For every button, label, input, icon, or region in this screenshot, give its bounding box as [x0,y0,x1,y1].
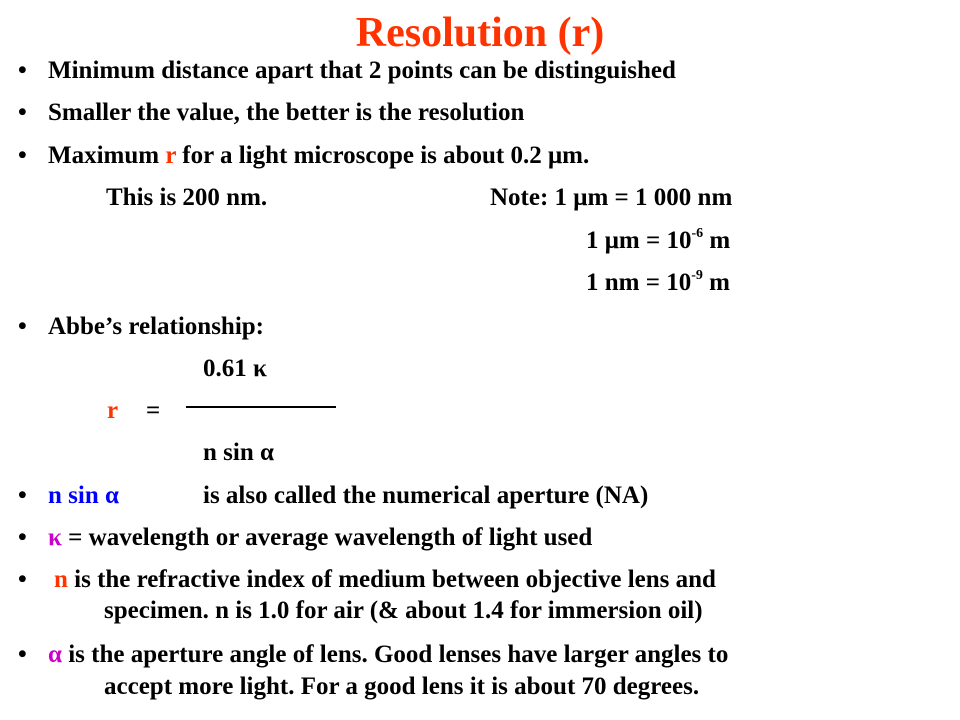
exponent: -9 [691,267,703,283]
text: m [702,269,730,296]
bullet-dot: • [18,482,27,509]
alpha-symbol: α [48,641,62,668]
formula-r: r [107,397,119,424]
bullet-dot: • [18,142,27,169]
text: for a light microscope is about 0.2 μm. [176,142,590,169]
text: = wavelength or average wavelength of light used [61,524,593,551]
line-aperture-angle-cont: accept more light. For a good lens it is about 70 degrees. [104,673,700,700]
r-highlight: r [165,142,177,169]
line-um-exp [586,226,730,256]
bullet-dot: • [18,641,27,668]
bullet-dot: • [18,57,27,84]
formula-equals: = [146,397,161,424]
text: Maximum [48,142,166,169]
bullet-dot: • [18,566,27,593]
bullet-dot: • [18,313,27,340]
bullet-dot: • [18,524,27,551]
line-wavelength [48,523,592,553]
line-aperture-angle [48,640,728,670]
line-refractive-index-cont: specimen. n is 1.0 for air (& about 1.4 for immersion oil) [104,597,703,624]
na-term: n sin α [48,482,119,509]
exponent: -6 [691,225,704,241]
n-symbol: n [54,566,68,593]
slide-title: Resolution (r) [355,10,605,56]
line-minimum-distance: Minimum distance apart that 2 points can be distinguished [48,57,676,84]
line-smaller-value: Smaller the value, the better is the resolution [48,99,525,126]
line-abbe: Abbe’s relationship: [48,313,265,340]
fraction-bar [186,406,336,408]
line-refractive-index [54,565,716,595]
line-maximum-r [48,141,589,171]
line-200nm: This is 200 nm. [106,184,268,211]
line-nm-exp [586,268,730,298]
formula-numerator: 0.61 κ [203,355,267,382]
text: is the refractive index of medium between objective lens and [67,566,716,593]
line-numerical-aperture: is also called the numerical aperture (NA) [203,482,649,509]
text: 1 μm = 10 [586,227,692,254]
bullet-dot: • [18,99,27,126]
text: m [703,227,731,254]
text: 1 nm = 10 [586,269,692,296]
formula-denominator: n sin α [203,439,274,466]
line-note-um-nm: Note: 1 μm = 1 000 nm [490,184,733,211]
text: is the aperture angle of lens. Good lenses have larger angles to [61,641,729,668]
kappa-symbol: κ [48,524,62,551]
